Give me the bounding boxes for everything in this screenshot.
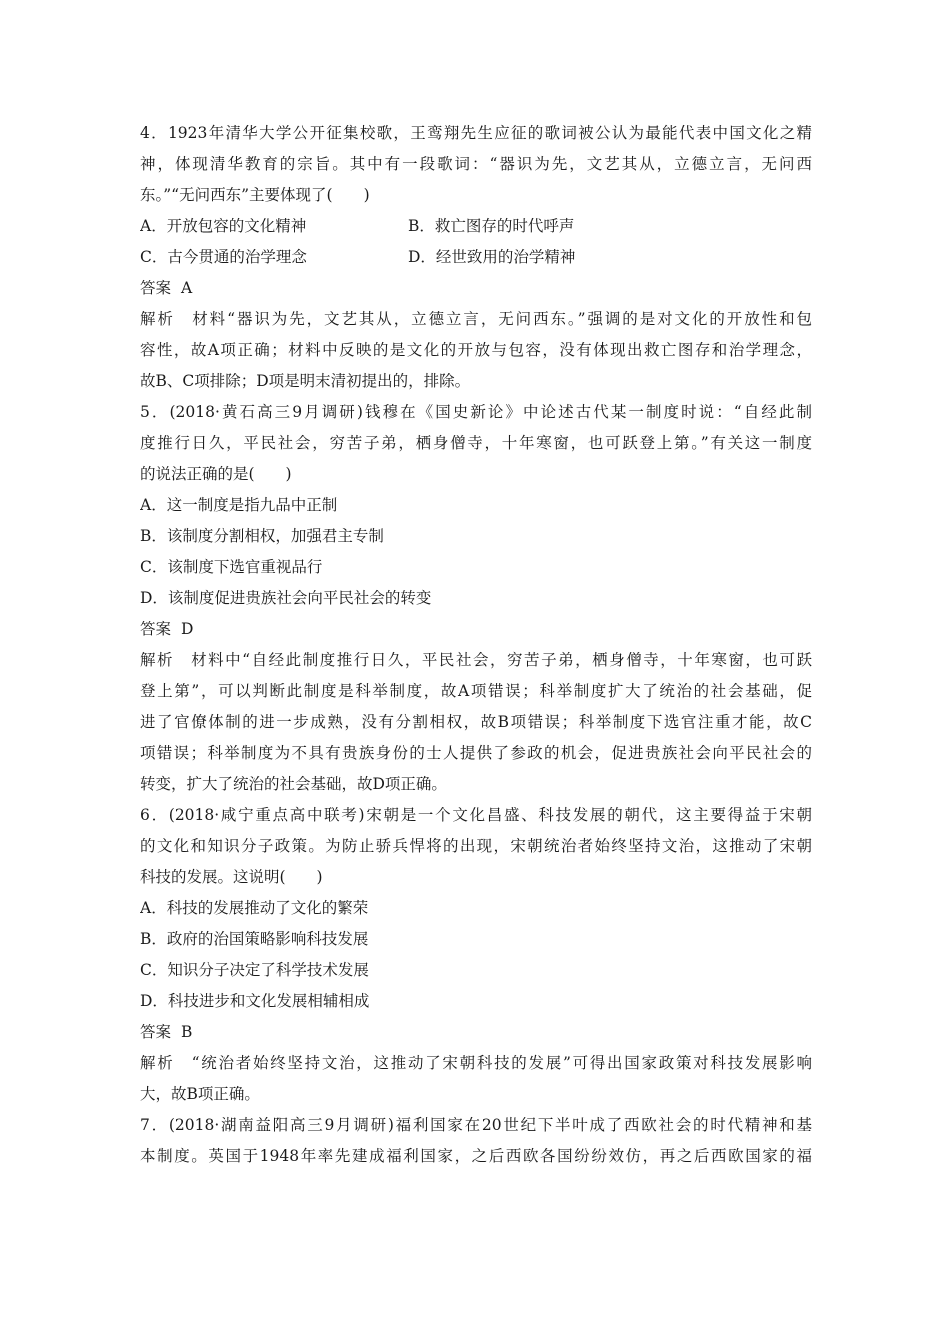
document-page — [140, 118, 812, 1172]
options-row — [140, 242, 812, 273]
answer-label: 答案 — [140, 1023, 172, 1041]
option-c: C．古今贯通的治学理念 — [140, 248, 307, 266]
answer-label: 答案 — [140, 279, 172, 297]
analysis-line: 项错误；科举制度为不具有贵族身份的士人提供了参政的机会，促进贵族社会向平民社会的 — [140, 744, 812, 762]
question-text-line: 的文化和知识分子政策。为防止骄兵悍将的出现，宋朝统治者始终坚持文治，这推动了宋朝 — [140, 837, 812, 855]
question-text-line: 科技的发展。这说明( ) — [140, 868, 323, 886]
answer-value: D — [181, 620, 194, 638]
analysis-line: 解析 材料“器识为先，文艺其从，立德立言，无问西东。”强调的是对文化的开放性和包 — [140, 310, 812, 328]
option-c: C．该制度下选官重视品行 — [140, 558, 323, 576]
question-text-line: 7．(2018·湖南益阳高三9月调研)福利国家在20世纪下半叶成了西欧社会的时代精神和基 — [140, 1116, 812, 1134]
question-text-line: 5．(2018·黄石高三9月调研)钱穆在《国史新论》中论述古代某一制度时说：“自经此制 — [140, 403, 812, 421]
analysis-line: 解析 材料中“自经此制度推行日久，平民社会，穷苦子弟，栖身僧寺，十年寒窗，也可跃 — [140, 651, 812, 669]
analysis-line: 转变，扩大了统治的社会基础，故D项正确。 — [140, 775, 447, 793]
analysis-line: 进了官僚体制的进一步成熟，没有分割相权，故B项错误；科举制度下选官注重才能，故C — [140, 713, 812, 731]
analysis-line: 登上第”，可以判断此制度是科举制度，故A项错误；科举制度扩大了统治的社会基础，促 — [140, 682, 812, 700]
analysis-line: 解析 “统治者始终坚持文治，这推动了宋朝科技的发展”可得出国家政策对科技发展影响 — [140, 1054, 812, 1072]
options-row — [140, 211, 812, 242]
option-c: C．知识分子决定了科学技术发展 — [140, 961, 369, 979]
answer-line — [140, 614, 812, 645]
question-7 — [140, 1110, 812, 1172]
question-5 — [140, 397, 812, 800]
analysis-line: 大，故B项正确。 — [140, 1085, 260, 1103]
analysis-line: 故B、C项排除；D项是明末清初提出的，排除。 — [140, 372, 471, 390]
option-a: A．科技的发展推动了文化的繁荣 — [140, 899, 369, 917]
question-text-line: 本制度。英国于1948年率先建成福利国家，之后西欧各国纷纷效仿，再之后西欧国家的福 — [140, 1147, 812, 1165]
option-b: B．政府的治国策略影响科技发展 — [140, 930, 369, 948]
answer-value: A — [181, 279, 193, 297]
option-d: D．经世致用的治学精神 — [408, 248, 576, 266]
question-text-line: 4．1923年清华大学公开征集校歌，王鸾翔先生应征的歌词被公认为最能代表中国文化之精 — [140, 124, 812, 142]
answer-value: B — [181, 1023, 193, 1041]
question-4 — [140, 118, 812, 397]
option-d: D．该制度促进贵族社会向平民社会的转变 — [140, 589, 432, 607]
answer-line — [140, 1017, 812, 1048]
option-b: B．该制度分割相权，加强君主专制 — [140, 527, 384, 545]
question-text-line: 东。”“无问西东”主要体现了( ) — [140, 186, 370, 204]
question-text-line: 度推行日久，平民社会，穷苦子弟，栖身僧寺，十年寒窗，也可跃登上第。”有关这一制度 — [140, 434, 812, 452]
option-b: B．救亡图存的时代呼声 — [408, 217, 575, 235]
answer-label: 答案 — [140, 620, 172, 638]
question-6 — [140, 800, 812, 1110]
question-text-line: 的说法正确的是( ) — [140, 465, 292, 483]
option-a: A．开放包容的文化精神 — [140, 217, 307, 235]
option-d: D．科技进步和文化发展相辅相成 — [140, 992, 370, 1010]
question-text-line: 神，体现清华教育的宗旨。其中有一段歌词：“器识为先，文艺其从，立德立言，无问西 — [140, 155, 812, 173]
answer-line — [140, 273, 812, 304]
option-a: A．这一制度是指九品中正制 — [140, 496, 338, 514]
question-text-line: 6．(2018·咸宁重点高中联考)宋朝是一个文化昌盛、科技发展的朝代，这主要得益于宋朝 — [140, 806, 812, 824]
analysis-line: 容性，故A项正确；材料中反映的是文化的开放与包容，没有体现出救亡图存和治学理念， — [140, 341, 812, 359]
